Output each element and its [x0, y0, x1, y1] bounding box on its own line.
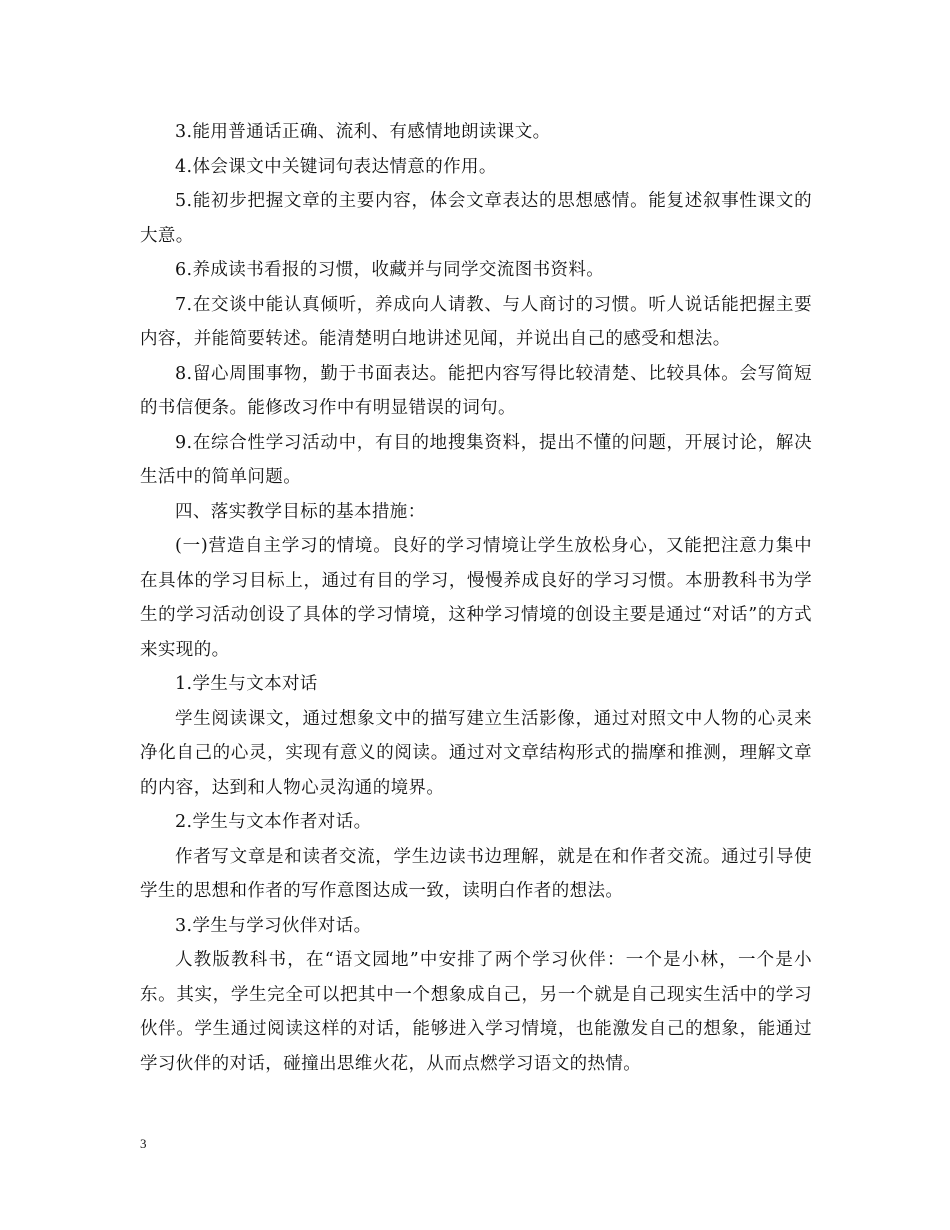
- measure-paragraph-1: (一)营造自主学习的情境。良好的学习情境让学生放松身心，又能把注意力集中在具体的学习目标上，通过有目的学习，慢慢养成良好的学习习惯。本册教科书为学生的学习活动创设了具体的学习情境，这种学习情境的创设主要是通过“对话”的方式来实现的。: [140, 536, 812, 660]
- subheading-student-text: 1.学生与文本对话: [175, 674, 318, 694]
- subheading-student-author: 2.学生与文本作者对话。: [175, 812, 372, 832]
- goal-item-4: 4.体会课文中关键词句表达情意的作用。: [175, 156, 497, 177]
- page-number: 3: [140, 1136, 147, 1151]
- body-paragraph-student-peer: 人教版教科书，在“语文园地”中安排了两个学习伙伴：一个是小林，一个是小东。其实，学生完全可以把其中一个想象成自己，另一个就是自己现实生活中的学习伙伴。学生通过阅读这样的对话，能够进入学习情境，也能激发自己的想象，能通过学习伙伴的对话，碰撞出思维火花，从而点燃学习语文的热情。: [140, 950, 812, 1074]
- goal-item-8: 8.留心周围事物，勤于书面表达。能把内容写得比较清楚、比较具体。会写简短的书信便条。能修改习作中有明显错误的词句。: [140, 363, 812, 418]
- goal-item-6: 6.养成读书看报的习惯，收藏并与同学交流图书资料。: [175, 260, 605, 280]
- body-paragraph-student-author: 作者写文章是和读者交流，学生边读书边理解，就是在和作者交流。通过引导使学生的思想和作者的写作意图达成一致，读明白作者的想法。: [140, 846, 812, 901]
- subheading-student-peer: 3.学生与学习伙伴对话。: [175, 915, 372, 936]
- document-body: [140, 115, 812, 1081]
- goal-item-5: 5.能初步把握文章的主要内容，体会文章表达的思想感情。能复述叙事性课文的大意。: [140, 191, 812, 246]
- goal-item-7: 7.在交谈中能认真倾听，养成向人请教、与人商讨的习惯。听人说话能把握主要内容，并能简要转述。能清楚明白地讲述见闻，并说出自己的感受和想法。: [140, 294, 812, 349]
- goal-item-3: 3.能用普通话正确、流利、有感情地朗读课文。: [175, 122, 551, 142]
- section-heading-measures: 四、落实教学目标的基本措施：: [175, 501, 426, 522]
- goal-item-9: 9.在综合性学习活动中，有目的地搜集资料，提出不懂的问题，开展讨论，解决生活中的简单问题。: [140, 432, 812, 487]
- body-paragraph-student-text: 学生阅读课文，通过想象文中的描写建立生活影像，通过对照文中人物的心灵来净化自己的心灵，实现有意义的阅读。通过对文章结构形式的揣摩和推测，理解文章的内容，达到和人物心灵沟通的境界。: [140, 708, 812, 798]
